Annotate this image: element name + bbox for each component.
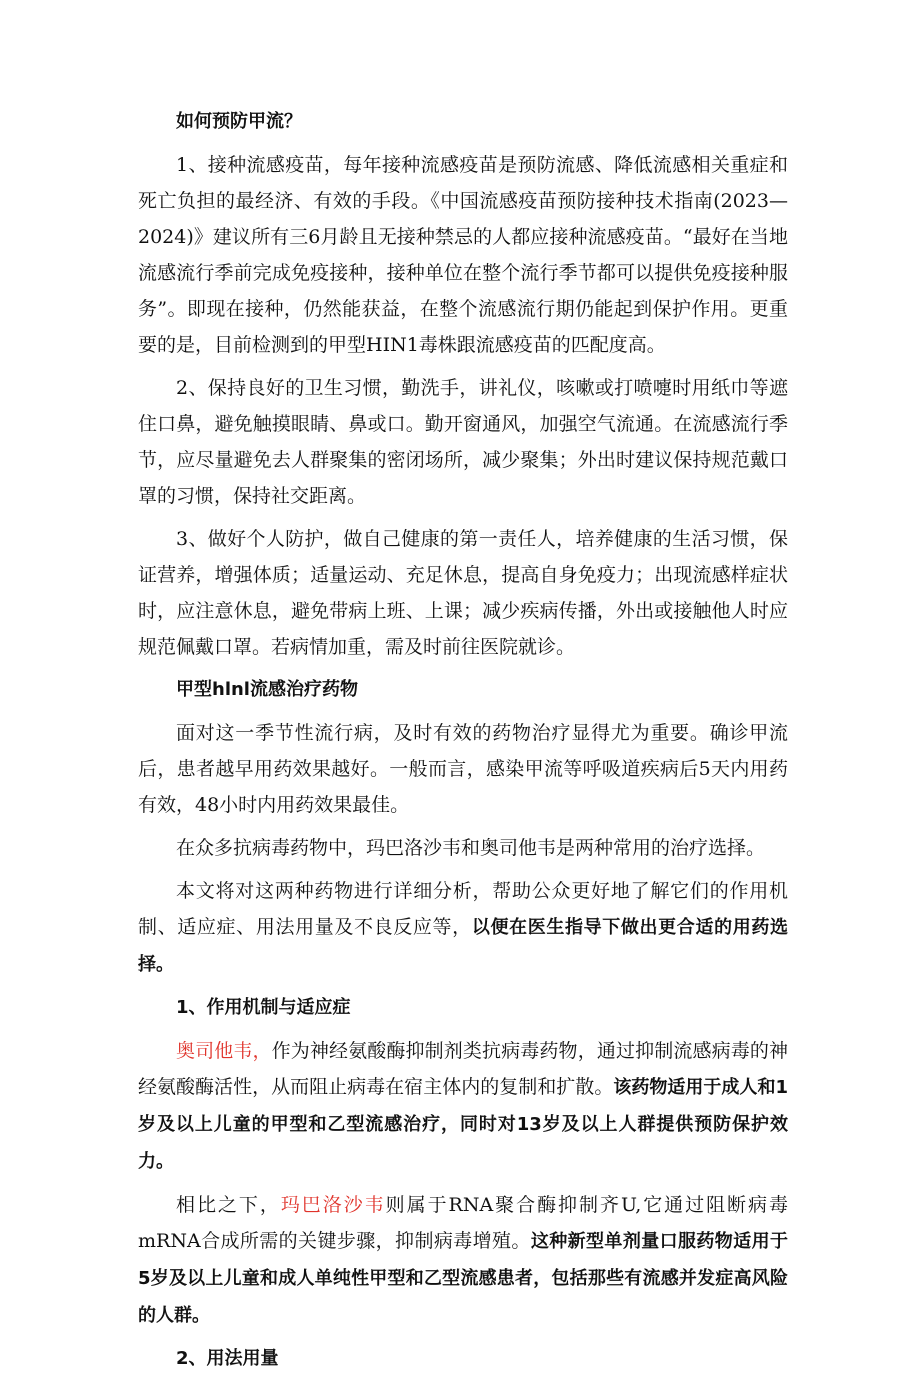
paragraph-vaccination: 1、接种流感疫苗，每年接种流感疫苗是预防流感、降低流感相关重症和死亡负担的最经济、有效的手段。《中国流感疫苗预防接种技术指南(2023—2024)》建议所有三6月龄且无接种禁忌的人都应接种流感疫苗。“最好在当地流感流行季前完成免疫接种，接种单位在整个流行季节都可以提供免疫接种服务”。即现在接种，仍然能获益，在整个流感流行期仍能起到保护作用。更重要的是，目前检测到的甲型HIN1毒株跟流感疫苗的匹配度高。: [138, 154, 788, 356]
intro-emphasis: 以便在医生指导下做出更合适的用药选择。: [138, 917, 788, 975]
paragraph-hygiene: 2、保持良好的卫生习惯，勤洗手，讲礼仪，咳嗽或打喷嚏时用纸巾等遮住口鼻，避免触摸眼睛、鼻或口。勤开窗通风，加强空气流通。在流感流行季节，应尽量避免去人群聚集的密闭场所，减少聚集；外出时建议保持规范戴口罩的习惯，保持社交距离。: [138, 377, 788, 507]
paragraph-protection: 3、做好个人防护，做自己健康的第一责任人，培养健康的生活习惯，保证营养，增强体质；适量运动、充足休息，提高自身免疫力；出现流感样症状时，应注意休息，避免带病上班、上课；减少疾病传播，外出或接触他人时应规范佩戴口罩。若病情加重，需及时前往医院就诊。: [138, 528, 788, 658]
document-body: [138, 104, 788, 1377]
intro-text: 本文将对这两种药物进行详细分析，帮助公众更好地了解它们的作用机制、适应症、用法用量及不良反应等，: [138, 880, 788, 938]
oseltamivir-name: 奥司他韦，: [176, 1040, 272, 1062]
heading-dosage: 2、用法用量: [176, 1348, 279, 1369]
baloxavir-name: 玛巴洛沙韦: [280, 1194, 386, 1216]
paragraph-oseltamivir: [138, 1033, 788, 1180]
baloxavir-emphasis: 这种新型单剂量口服药物适用于5岁及以上儿童和成人单纯性甲型和乙型流感患者，包括那些有流感并发症高风险的人群。: [138, 1231, 788, 1326]
oseltamivir-emphasis: 该药物适用于成人和1岁及以上儿童的甲型和乙型流感治疗，同时对13岁及以上人群提供预防保护效力。: [138, 1077, 788, 1172]
heading-mechanism: 1、作用机制与适应症: [176, 997, 351, 1018]
baloxavir-text: 则属于RNA聚合酶抑制齐U,它通过阻断病毒mRNA合成所需的关键步骤，抑制病毒增殖。: [138, 1194, 788, 1252]
paragraph-drug-choices: 在众多抗病毒药物中，玛巴洛沙韦和奥司他韦是两种常用的治疗选择。: [176, 837, 766, 859]
paragraph-article-intro: [138, 873, 788, 983]
heading-treatment-drugs: 甲型hlnl流感治疗药物: [176, 679, 358, 700]
baloxavir-prefix: 相比之下，: [176, 1194, 281, 1216]
paragraph-early-treatment: 面对这一季节性流行病，及时有效的药物治疗显得尤为重要。确诊甲流后，患者越早用药效果越好。一般而言，感染甲流等呼吸道疾病后5天内用药有效，48小时内用药效果最佳。: [138, 722, 788, 816]
oseltamivir-text: 作为神经氨酸酶抑制剂类抗病毒药物，通过抑制流感病毒的神经氨酸酶活性，从而阻止病毒在宿主体内的复制和扩散。: [138, 1040, 788, 1098]
heading-prevention: 如何预防甲流？: [176, 111, 302, 132]
paragraph-baloxavir: [138, 1187, 788, 1334]
